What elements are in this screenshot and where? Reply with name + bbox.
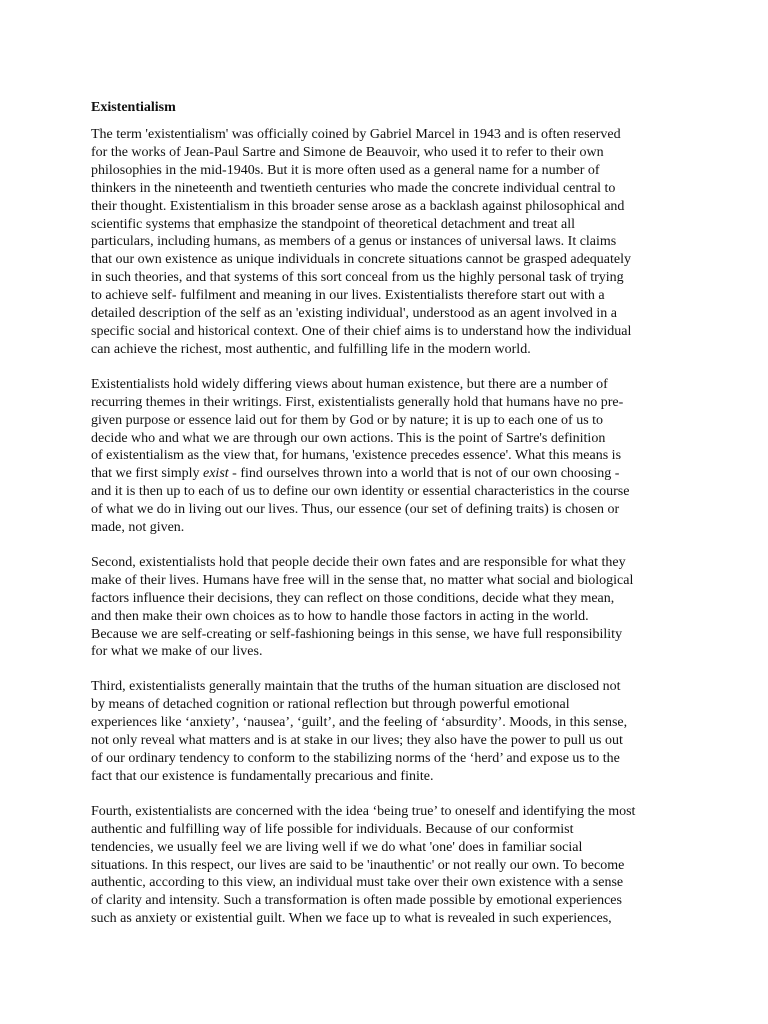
text-line: of our ordinary tendency to conform to the stabilizing norms of the ‘herd’ and expose us to the	[91, 751, 620, 766]
text-line: and it is then up to each of us to define our own identity or essential characteristics in the course	[91, 484, 630, 500]
text-line: make of their lives. Humans have free will in the sense that, no matter what social and biological	[91, 572, 634, 588]
text-line: in such theories, and that systems of this sort conceal from us the highly personal task of trying	[91, 270, 624, 286]
paragraph-list	[91, 126, 691, 928]
text-line: of clarity and intensity. Such a transformation is often made possible by emotional experiences	[91, 893, 622, 909]
text-line: for the works of Jean-Paul Sartre and Simone de Beauvoir, who used it to refer to their own	[91, 144, 604, 160]
text-line: their thought. Existentialism in this broader sense arose as a backlash against philosophical and	[91, 198, 625, 214]
text-line: philosophies in the mid-1940s. But it is more often used as a general name for a number of	[91, 162, 600, 178]
text-line: that our own existence as unique individuals in concrete situations cannot be grasped adequately	[91, 252, 632, 268]
body-paragraph	[91, 126, 691, 359]
body-paragraph	[91, 678, 691, 785]
text-line: scientific systems that emphasize the standpoint of theoretical detachment and treat all	[91, 216, 575, 232]
text-line: specific social and historical context. One of their chief aims is to understand how the individual	[91, 323, 632, 339]
text-line: by means of detached cognition or rational reflection but through powerful emotional	[91, 697, 570, 713]
text-line: situations. In this respect, our lives are said to be 'inauthentic' or not really our own. To become	[91, 857, 625, 873]
body-paragraph	[91, 554, 691, 661]
text-line: can achieve the richest, most authentic, and fulfilling life in the modern world.	[91, 341, 531, 357]
body-paragraph	[91, 803, 691, 928]
text-line: decide who and what we are through our own actions. This is the point of Sartre's definition	[91, 430, 606, 446]
text-line: authentic, according to this view, an individual must take over their own existence with a sense	[91, 875, 624, 891]
text-line: made, not given.	[91, 520, 185, 536]
text-line: such as anxiety or existential guilt. When we face up to what is revealed in such experiences,	[91, 911, 612, 927]
text-line: recurring themes in their writings. First, existentialists generally hold that humans have no pre-	[91, 394, 624, 410]
text-line: particulars, including humans, as members of a genus or instances of universal laws. It claims	[91, 234, 617, 250]
text-line: and then make their own choices as to how to handle those factors in acting in the world.	[91, 608, 589, 624]
text-line: to achieve self- fulfilment and meaning in our lives. Existentialists therefore start out with a	[91, 288, 605, 304]
text-line: Fourth, existentialists are concerned with the idea ‘being true’ to oneself and identifying the most	[91, 803, 636, 819]
text-line: Second, existentialists hold that people decide their own fates and are responsible for what they	[91, 554, 626, 570]
text-line: Because we are self-creating or self-fashioning beings in this sense, we have full responsibility	[91, 626, 623, 642]
text-line: that we first simply exist - find ourselves thrown into a world that is not of our own choosing -	[91, 466, 620, 482]
text-line: for what we make of our lives.	[91, 644, 263, 660]
text-line: thinkers in the nineteenth and twentieth centuries who made the concrete individual central to	[91, 180, 616, 196]
text-line: given purpose or essence laid out for them by God or by nature; it is up to each one of us to	[91, 412, 604, 428]
text-line: Existentialists hold widely differing views about human existence, but there are a number of	[91, 376, 608, 392]
body-paragraph	[91, 376, 691, 537]
text-line: factors influence their decisions, they can reflect on those conditions, decide what they mean,	[91, 590, 615, 606]
text-line: fact that our existence is fundamentally precarious and finite.	[91, 768, 434, 784]
text-line: not only reveal what matters and is at stake in our lives; they also have the power to pull us out	[91, 733, 623, 749]
text-line: of existentialism as the view that, for humans, 'existence precedes essence'. What this means is	[91, 448, 622, 464]
text-line: detailed description of the self as an 'existing individual', understood as an agent involved in a	[91, 306, 618, 322]
text-line: Third, existentialists generally maintain that the truths of the human situation are disclosed not	[91, 679, 621, 695]
text-line: experiences like ‘anxiety’, ‘nausea’, ‘guilt’, and the feeling of ‘absurdity’. Moods, in this sense,	[91, 715, 628, 731]
document-title: Existentialism	[91, 100, 176, 115]
text-line: The term 'existentialism' was officially coined by Gabriel Marcel in 1943 and is often reserved	[91, 127, 621, 142]
text-line: tendencies, we usually feel we are living well if we do what 'one' does in familiar social	[91, 839, 583, 855]
text-line: authentic and fulfilling way of life possible for individuals. Because of our conformist	[91, 821, 574, 837]
text-line: of what we do in living out our lives. Thus, our essence (our set of defining traits) is chosen or	[91, 502, 620, 518]
document-body	[91, 99, 691, 945]
